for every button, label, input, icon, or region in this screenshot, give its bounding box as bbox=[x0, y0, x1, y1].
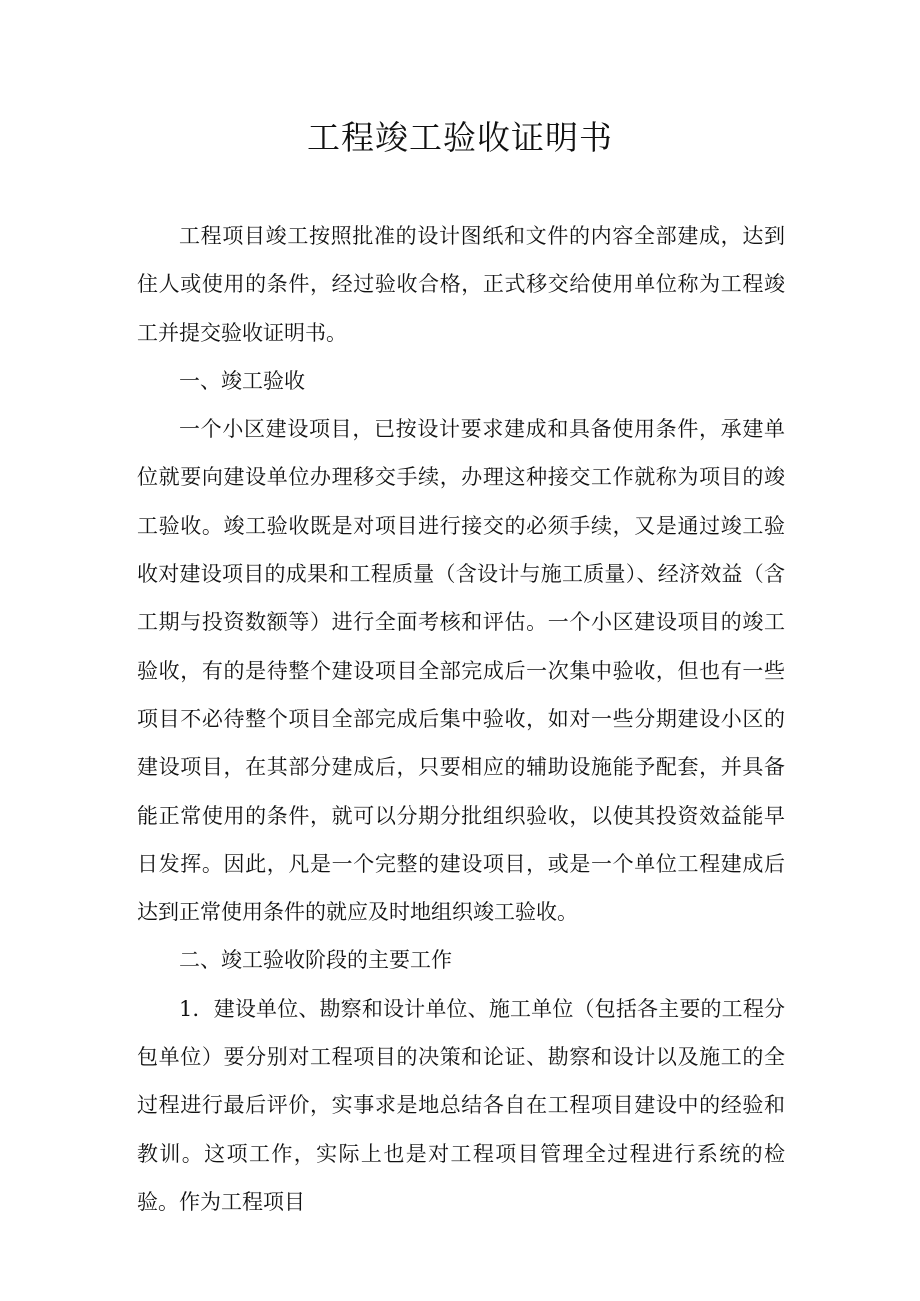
section-heading-1: 一、竣工验收 bbox=[179, 368, 305, 393]
document-title: 工程竣工验收证明书 bbox=[307, 118, 613, 157]
intro-paragraph: 工程项目竣工按照批准的设计图纸和文件的内容全部建成，达到住人或使用的条件，经过验收合格，正式移交给使用单位称为工程竣工并提交验收证明书。 bbox=[137, 224, 785, 345]
document-body bbox=[137, 212, 785, 1226]
section-heading-2: 二、竣工验收阶段的主要工作 bbox=[179, 948, 452, 973]
section-1-paragraph: 一个小区建设项目，已按设计要求建成和具备使用条件，承建单位就要向建设单位办理移交手续，办理这种接交工作就称为项目的竣工验收。竣工验收既是对项目进行接交的必须手续，又是通过竣工验收对建设项目的成果和工程质量（含设计与施工质量）、经济效益（含工期与投资数额等）进行全面考核和评估。一个小区建设项目的竣工验收，有的是待整个建设项目全部完成后一次集中验收，但也有一些项目不必待整个项目全部完成后集中验收，如对一些分期建设小区的建设项目，在其部分建成后，只要相应的辅助设施能予配套，并具备能正常使用的条件，就可以分期分批组织验收，以使其投资效益能早日发挥。因此，凡是一个完整的建设项目，或是一个单位工程建成后达到正常使用条件的就应及时地组织竣工验收。 bbox=[137, 417, 785, 925]
section-2-item-1: 1．建设单位、勘察和设计单位、施工单位（包括各主要的工程分包单位）要分别对工程项目的决策和论证、勘察和设计以及施工的全过程进行最后评价，实事求是地总结各自在工程项目建设中的经验和教训。这项工作，实际上也是对工程项目管理全过程进行系统的检验。作为工程项目 bbox=[137, 996, 785, 1214]
